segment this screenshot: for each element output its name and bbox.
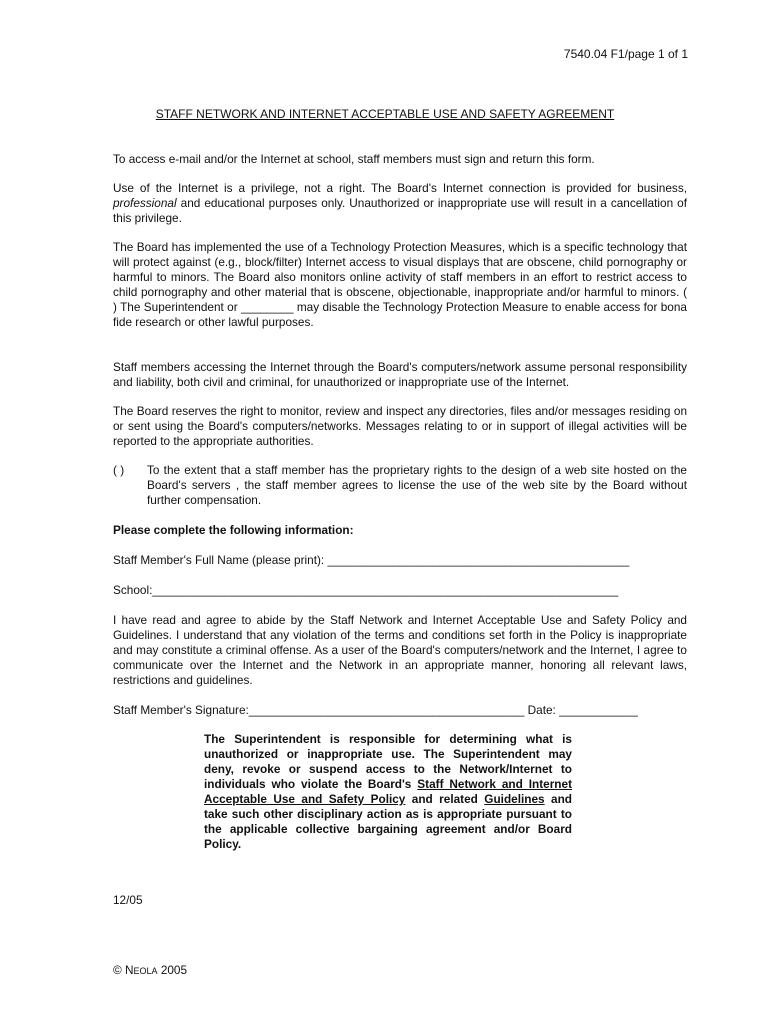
school-field: School:_______________________________________________________________________: [113, 583, 619, 597]
intro-text: To access e-mail and/or the Internet at school, staff members must sign and return this form.: [113, 152, 595, 166]
full-name-field: Staff Member's Full Name (please print): ______________________________________________: [113, 553, 630, 567]
signature-date-field: Staff Member's Signature:__________________________________________ Date: ____________: [113, 703, 638, 717]
privilege-paragraph: [113, 181, 687, 226]
copyright-notice: [113, 963, 187, 977]
revision-date: 12/05: [113, 893, 143, 907]
guidelines-reference: Guidelines: [484, 792, 545, 806]
privilege-text-start: Use of the Internet is a privilege, not a right. The Board's Internet connection is provided for business,: [113, 181, 687, 195]
option-text: To the extent that a staff member has the proprietary rights to the design of a web site hosted on the Board's servers , the staff member agrees to license the use of the web site by the Board without further compensation.: [147, 463, 687, 507]
policy-reference: Staff Network and Internet Acceptable Use and Safety Policy: [204, 777, 573, 806]
privilege-text-italic: professional: [113, 196, 177, 210]
complete-heading: Please complete the following information:: [113, 523, 354, 537]
technology-protection-paragraph: The Board has implemented the use of a Technology Protection Measures, which is a specific technology that will protect against (e.g., block/filter) Internet access to visual displays that are obscene, child pornography or harmful to minors. The Board also monitors online activity of staff members in an effort to restrict access to child pornography and other material that is obscene, objectionable, inappropriate and/or harmful to minors. ( ) The Superintendent or ________ may disable the Technology Protection Measure to enable access for bona fide research or other lawful purposes.: [113, 240, 687, 329]
web-site-option: [113, 463, 687, 508]
responsibility-paragraph: Staff members accessing the Internet through the Board's computers/network assume personal responsibility and liability, both civil and criminal, for unauthorized or inappropriate use of the Internet.: [113, 360, 687, 389]
superintendent-notice: [204, 732, 572, 852]
copyright-icon: ©: [113, 963, 122, 977]
monitoring-paragraph: The Board reserves the right to monitor, review and inspect any directories, files and/or messages residing on or sent using the Board's computers/networks. Messages relating to or in support of illegal activities will be reported to the appropriate authorities.: [113, 404, 687, 448]
notice-text-3: and take such other disciplinary action as is appropriate pursuant to the applicable collective bargaining agreement and/or Board Policy.: [204, 792, 572, 851]
form-reference: 7540.04 F1/page 1 of 1: [563, 47, 688, 61]
notice-text-2: and related: [405, 792, 485, 806]
agreement-paragraph: I have read and agree to abide by the Staff Network and Internet Acceptable Use and Safety Policy and Guidelines. I understand that any violation of the terms and conditions set forth in the Policy is inappropriate and may constitute a criminal offense. As a user of the Board's computers/network and the Internet, I agree to communicate over the Internet and the Network in an appropriate manner, honoring all relevant laws, restrictions and guidelines.: [113, 613, 687, 687]
publisher-initial: N: [124, 963, 134, 977]
privilege-text-end: and educational purposes only. Unauthorized or inappropriate use will result in a cancellation of this privilege.: [113, 196, 687, 225]
copyright-year: 2005: [160, 963, 188, 977]
option-checkbox-marker: ( ): [113, 463, 125, 477]
document-title: STAFF NETWORK AND INTERNET ACCEPTABLE USE AND SAFETY AGREEMENT: [155, 107, 615, 121]
notice-text-1: The Superintendent is responsible for determining what is unauthorized or inappropriate use. The Superintendent may deny, revoke or suspend access to the Network/Internet to individuals who violate the Board's: [204, 732, 572, 791]
publisher-rest: EOLA: [133, 966, 158, 976]
